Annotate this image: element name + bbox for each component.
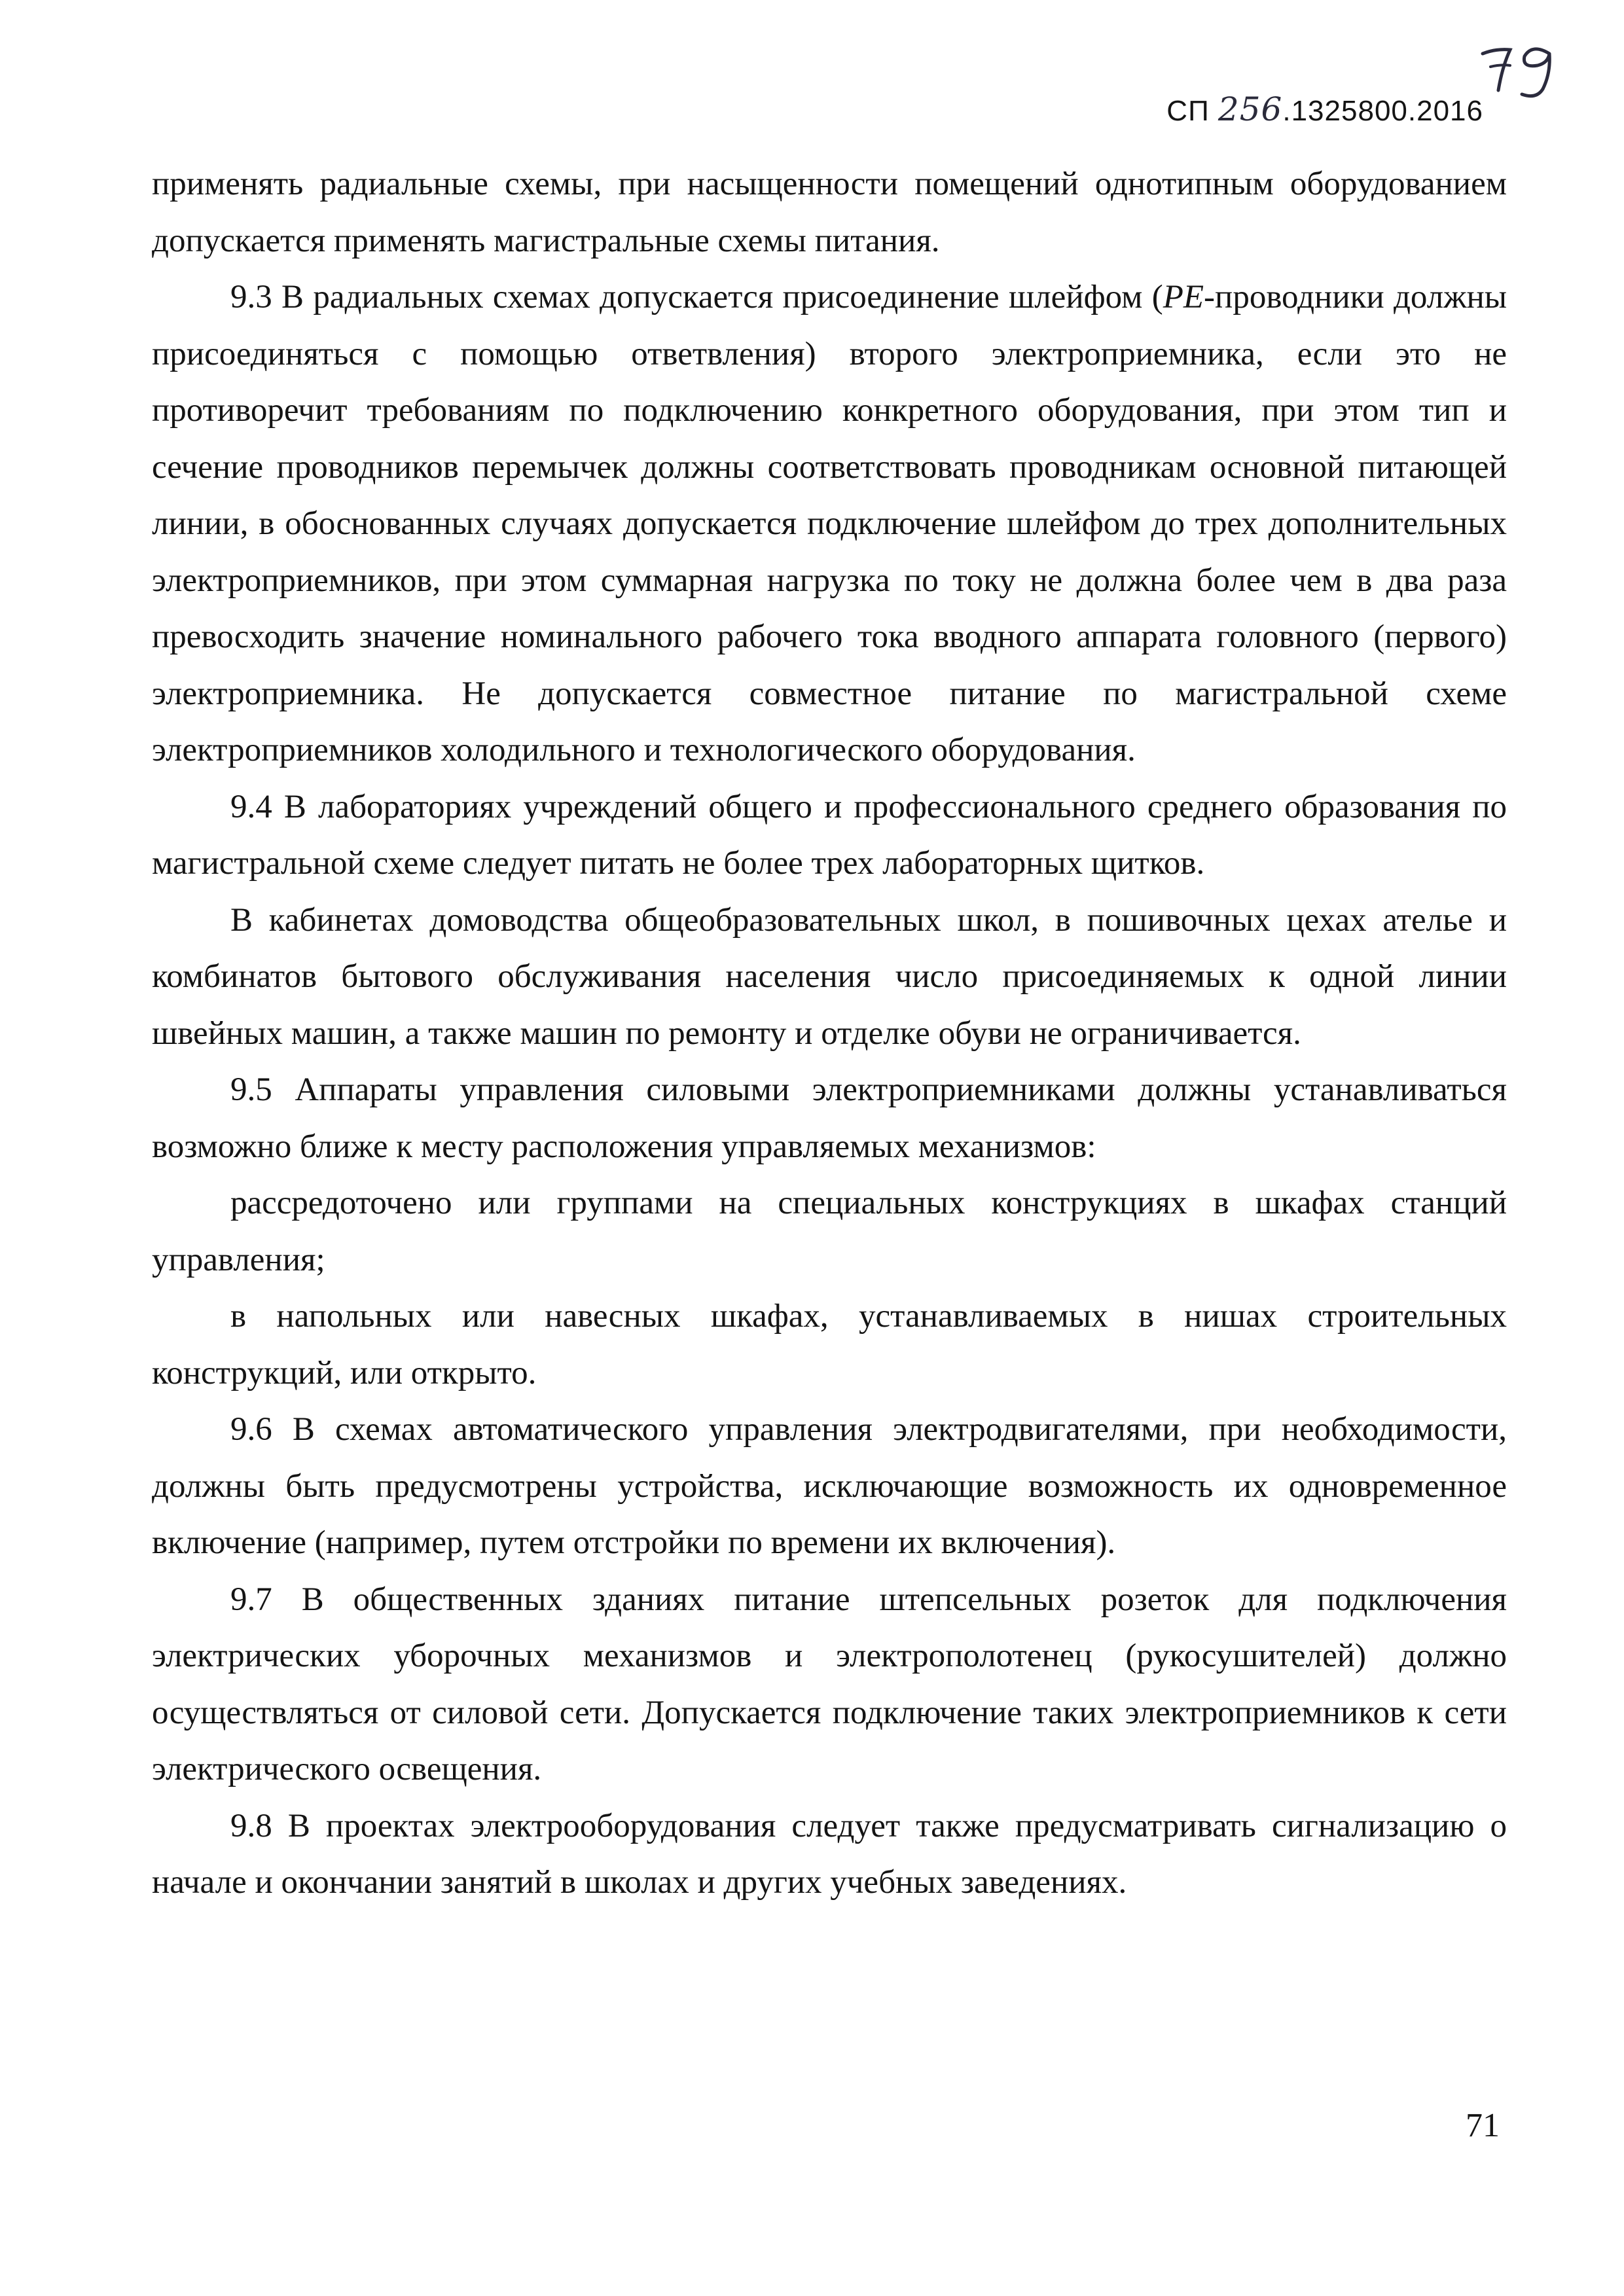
paragraph-9-3-part2: -проводники должны присоединяться с помощью ответвления) второго электроприемника, если это не противоречит требованиям по подключению конкретного оборудования, при этом тип и сечение проводников перемычек должны соответствовать проводникам основной питающей линии, в обоснованных случаях допускается подключение шлейфом до трех дополнительных электроприемников, при этом суммарная нагрузка по току не должна более чем в два раза превосходить значение номинального рабочего тока вводного аппарата головного (первого) электроприемника. Не допускается совместное питание по магистральной схеме электроприемников холодильного и технологического оборудования.: [152, 279, 1507, 768]
paragraph-9-4-second: В кабинетах домоводства общеобразовательных школ, в пошивочных цехах ателье и комбинатов бытового обслуживания населения число присоединяемых к одной линии швейных машин, а также машин по ремонту и отделке обуви не ограничивается.: [152, 901, 1507, 1052]
document-code-suffix: .1325800.2016: [1282, 95, 1483, 127]
list-item-distributed: рассредоточено или группами на специальных конструкциях в шкафах станций управления;: [152, 1185, 1507, 1278]
paragraph-9-8: 9.8 В проектах электрооборудования следует также предусматривать сигнализацию о начале и окончании занятий в школах и других учебных заведениях.: [152, 1807, 1507, 1901]
paragraph-9-7: 9.7 В общественных зданиях питание штепсельных розеток для подключения электрических уборочных механизмов и электрополотенец (рукосушителей) должно осуществляться от силовой сети. Допускается подключение таких электроприемников к сети электрического освещения.: [152, 1581, 1507, 1787]
paragraph-9-4: 9.4 В лабораториях учреждений общего и профессионального среднего образования по магистральной схеме следует питать не более трех лабораторных щитков.: [152, 788, 1507, 882]
paragraph-9-3-part1: 9.3 В радиальных схемах допускается присоединение шлейфом (: [230, 279, 1163, 315]
paragraph-9-5: 9.5 Аппараты управления силовыми электроприемниками должны устанавливаться возможно ближе к месту расположения управляемых механизмов:: [152, 1071, 1507, 1165]
paragraph-9-6: 9.6 В схемах автоматического управления электродвигателями, при необходимости, должны быть предусмотрены устройства, исключающие возможность их одновременное включение (например, путем отстройки по времени их включения).: [152, 1411, 1507, 1561]
document-code-prefix: СП: [1166, 95, 1218, 127]
paragraph-continuation: применять радиальные схемы, при насыщенности помещений однотипным оборудованием допускается применять магистральные схемы питания.: [152, 166, 1507, 259]
list-item-cabinets: в напольных или навесных шкафах, устанавливаемых в нишах строительных конструкций, или открыто.: [152, 1298, 1507, 1391]
page-number: 71: [1466, 2107, 1500, 2144]
document-code-handwritten: 256: [1218, 90, 1283, 128]
document-body: [152, 156, 1507, 1911]
paragraph-9-3: [152, 269, 1507, 779]
pe-term: PE: [1163, 279, 1204, 315]
document-code: [1166, 90, 1483, 128]
handwritten-sheet-number: [1476, 34, 1568, 106]
